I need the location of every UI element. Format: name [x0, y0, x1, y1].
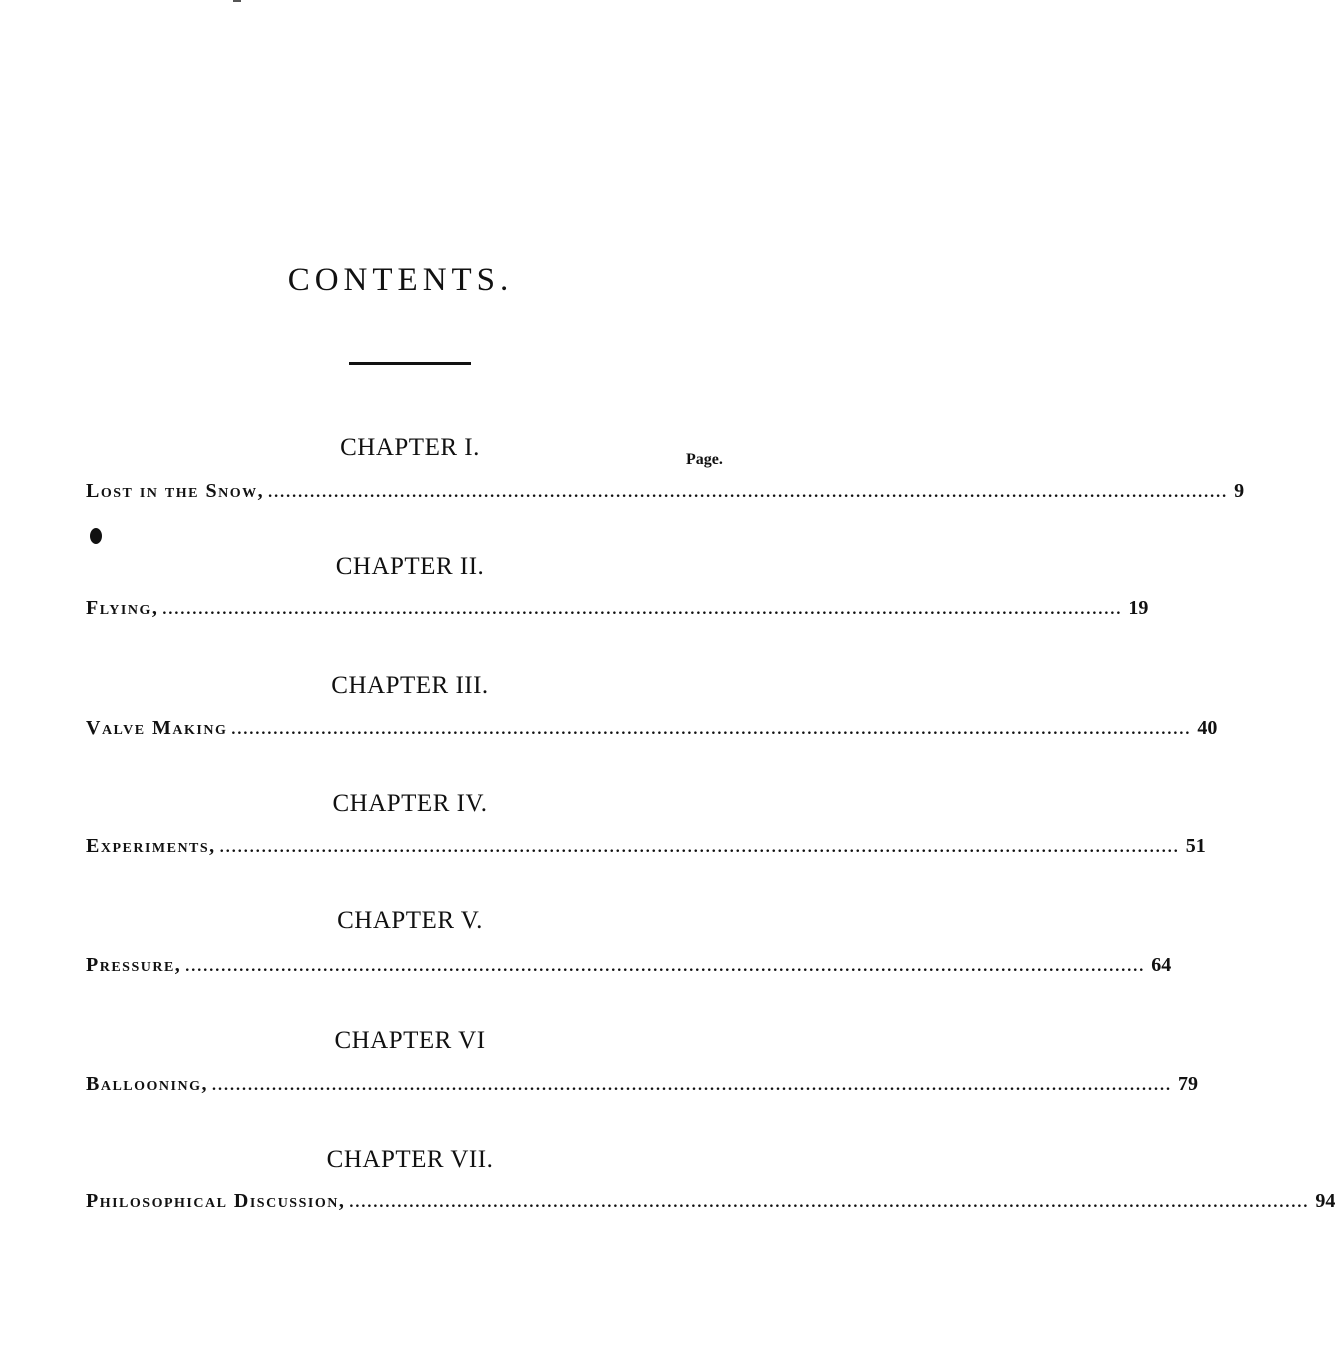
- chapter-heading-2: CHAPTER II.: [335, 553, 485, 580]
- toc-entry-page: 51: [1185, 835, 1206, 857]
- toc-entry-2[interactable]: [86, 597, 1149, 625]
- dot-leader: ................................................................................................................................................................: [162, 601, 1123, 618]
- toc-entry-7[interactable]: [86, 1190, 1335, 1218]
- ink-blot: [90, 528, 102, 544]
- toc-entry-title: Flying,: [86, 597, 159, 619]
- chapter-heading-7: CHAPTER VII.: [326, 1146, 494, 1173]
- toc-entry-4[interactable]: [86, 835, 1206, 863]
- page-top-mark: [233, 0, 241, 2]
- chapter-heading-4: CHAPTER IV.: [332, 790, 488, 817]
- page-title: CONTENTS.: [287, 262, 514, 298]
- chapter-heading-5: CHAPTER V.: [337, 907, 483, 934]
- toc-entry-5[interactable]: [86, 954, 1172, 982]
- toc-entry-page: 79: [1177, 1073, 1198, 1095]
- toc-entry-title: Experiments,: [86, 835, 216, 857]
- toc-entry-title: Pressure,: [86, 954, 182, 976]
- toc-entry-page: 94: [1315, 1190, 1335, 1212]
- toc-entry-page: 40: [1197, 717, 1218, 739]
- toc-entry-page: 19: [1128, 597, 1149, 619]
- dot-leader: ................................................................................................................................................................: [211, 1077, 1172, 1094]
- toc-entry-6[interactable]: [86, 1073, 1198, 1101]
- chapter-heading-3: CHAPTER III.: [331, 672, 489, 699]
- toc-entry-page: 9: [1234, 480, 1245, 502]
- chapter-heading-6: CHAPTER VI: [334, 1027, 486, 1054]
- toc-entry-title: Valve Making: [86, 717, 228, 739]
- toc-entry-1[interactable]: [86, 480, 1245, 508]
- dot-leader: ................................................................................................................................................................: [349, 1194, 1310, 1211]
- title-rule: [349, 362, 471, 365]
- dot-leader: ................................................................................................................................................................: [185, 958, 1146, 975]
- toc-entry-page: 64: [1151, 954, 1172, 976]
- chapter-heading-1: CHAPTER I.: [340, 434, 480, 461]
- toc-entry-title: Lost in the Snow,: [86, 480, 265, 502]
- dot-leader: ................................................................................................................................................................: [268, 484, 1229, 501]
- toc-entry-3[interactable]: [86, 717, 1218, 745]
- dot-leader: ................................................................................................................................................................: [219, 839, 1180, 856]
- dot-leader: ................................................................................................................................................................: [231, 721, 1192, 738]
- toc-entry-title: Ballooning,: [86, 1073, 208, 1095]
- toc-entry-title: Philosophical Discussion,: [86, 1190, 346, 1212]
- page-column-label: Page.: [686, 451, 723, 468]
